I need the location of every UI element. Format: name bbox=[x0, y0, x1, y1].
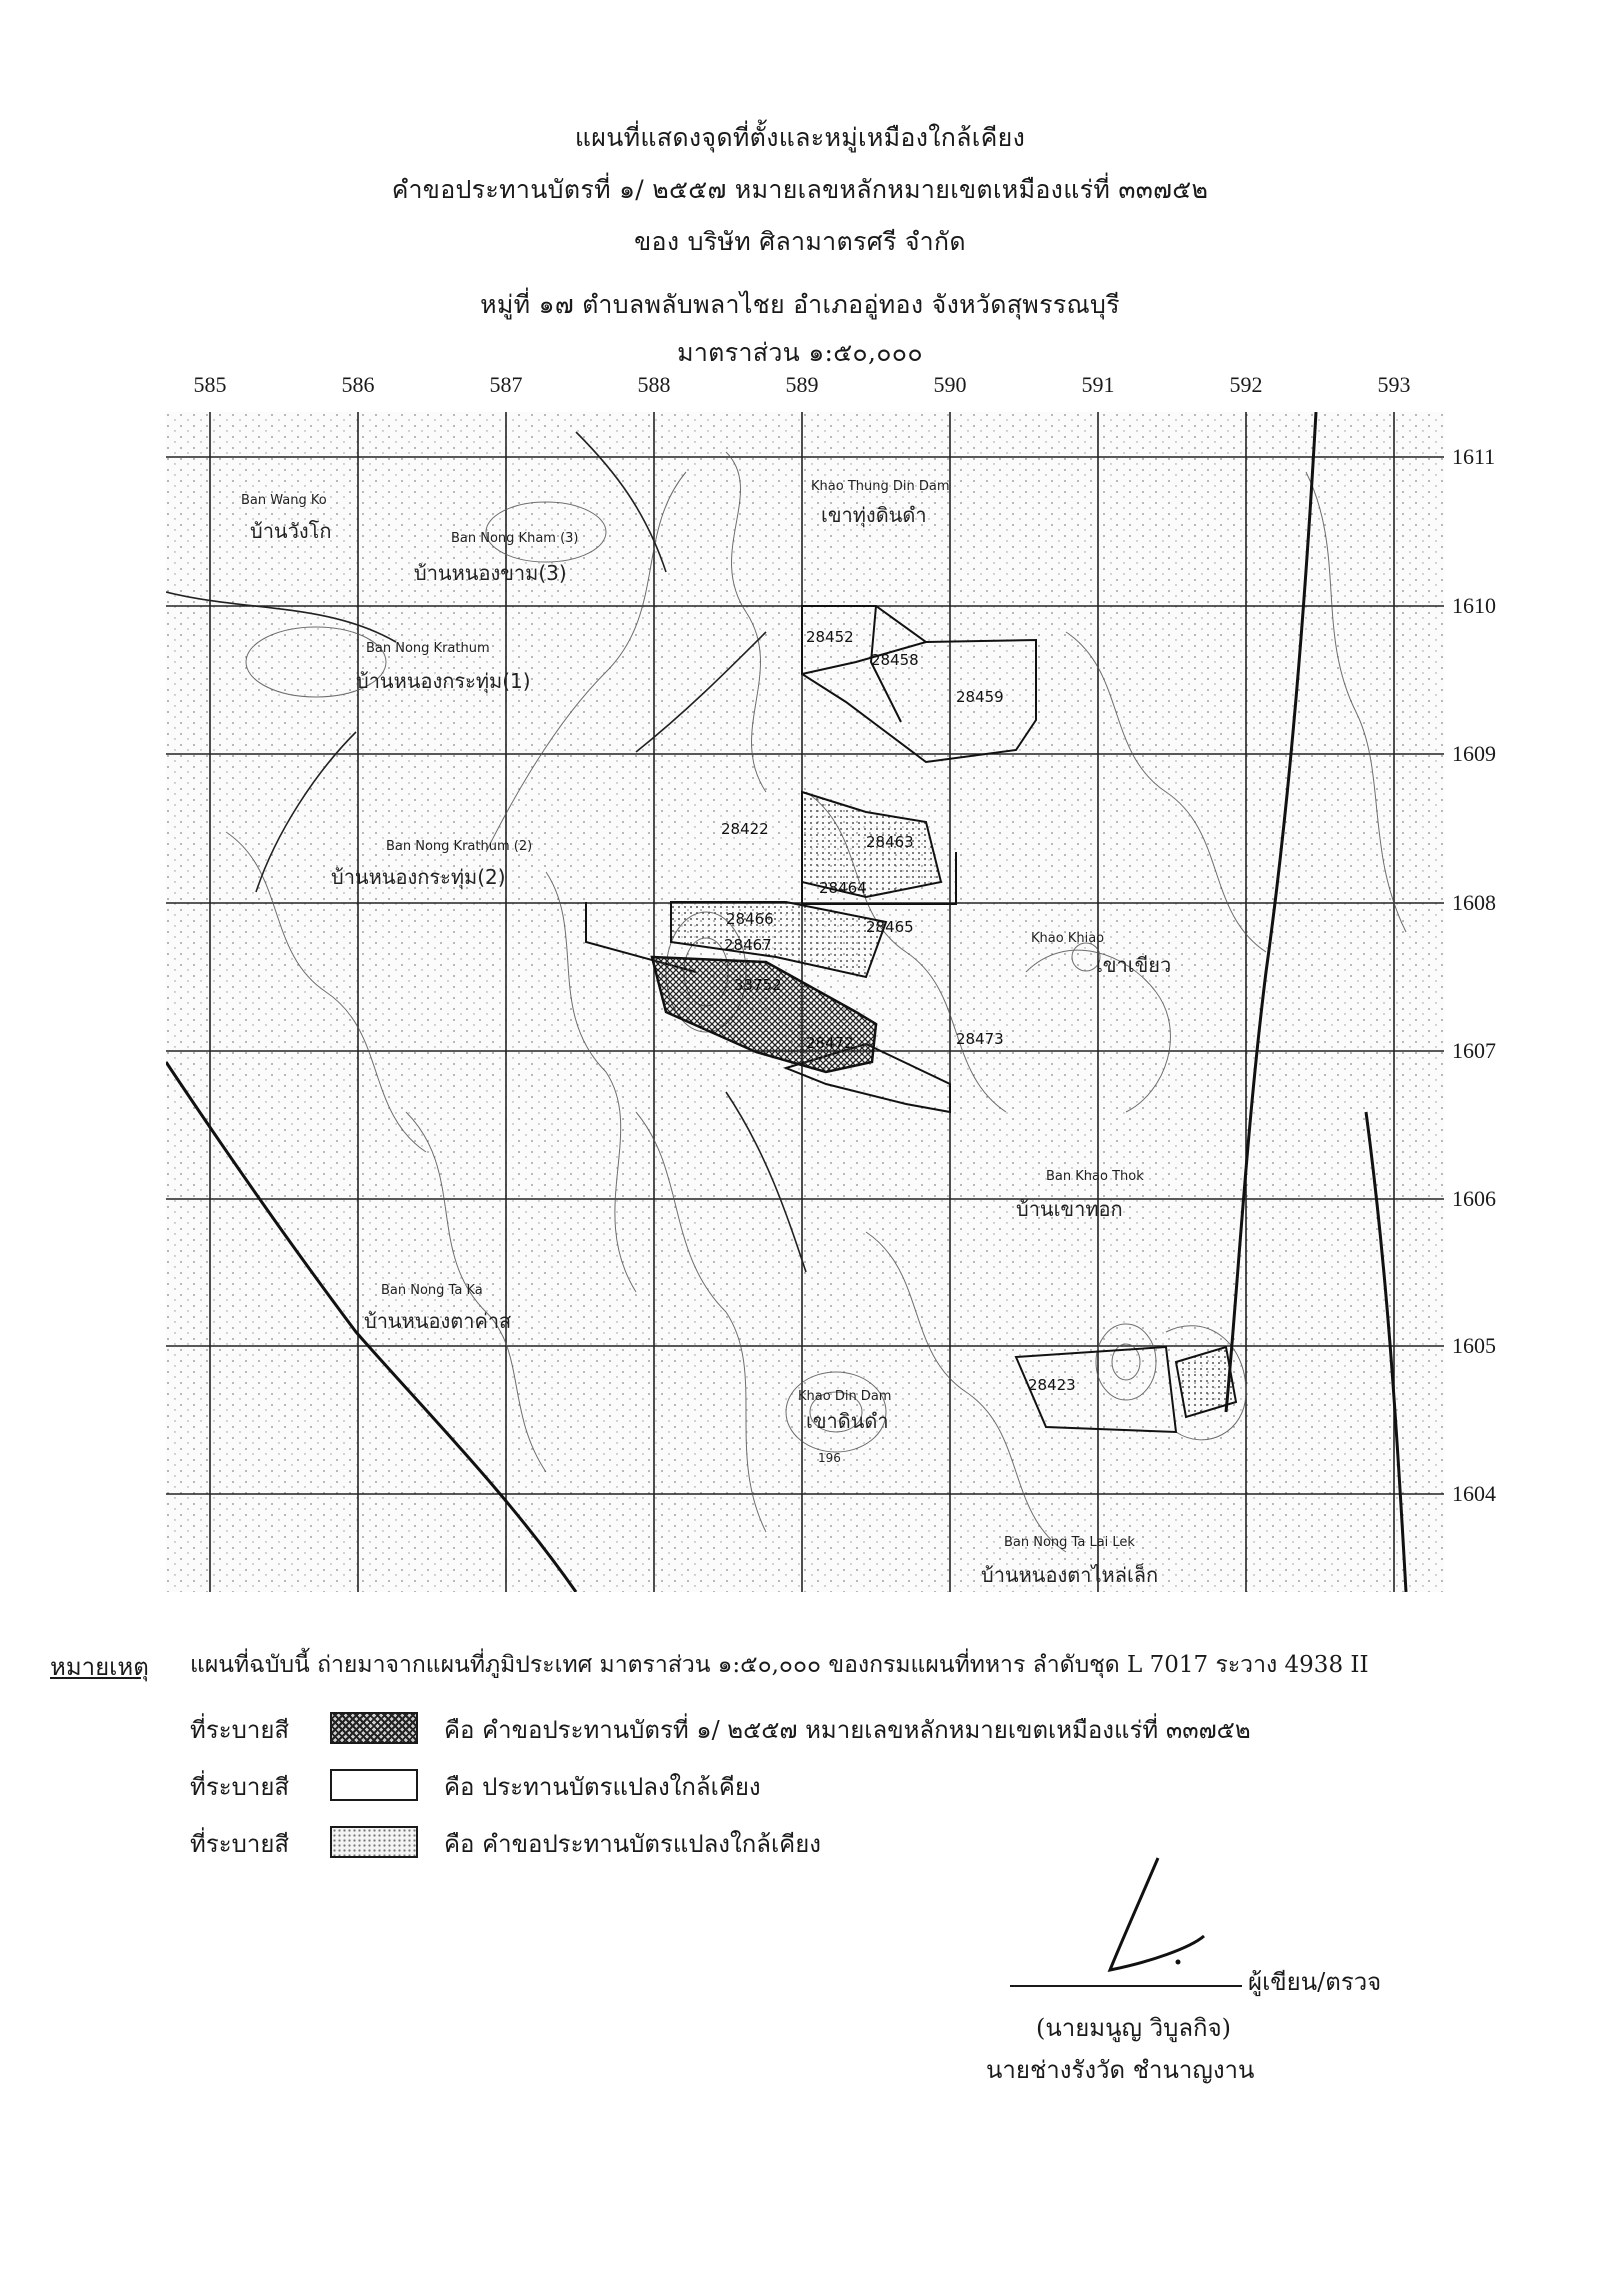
parcel-label: 28472 bbox=[806, 1034, 854, 1052]
place-thai: บ้านหนองกระทุ่ม(2) bbox=[331, 865, 506, 889]
place-roman: Khao Din Dam bbox=[798, 1389, 892, 1404]
easting-label: 588 bbox=[637, 372, 671, 397]
signer-position: นายช่างรังวัด ชำนาญงาน bbox=[986, 2056, 1255, 2084]
place-roman: Ban Nong Krathum bbox=[366, 641, 490, 656]
map-title: แผนที่แสดงจุดที่ตั้งและหมู่เหมืองใกล้เคียง bbox=[574, 123, 1026, 152]
parcel-label: 28467 bbox=[724, 936, 772, 954]
northing-label: 1604 bbox=[1452, 1481, 1496, 1506]
parcel-label: 28473 bbox=[956, 1030, 1004, 1048]
place-roman: Ban Wang Ko bbox=[241, 493, 327, 508]
company-line: ของ บริษัท ศิลามาตรศรี จำกัด bbox=[634, 227, 966, 256]
northing-label: 1610 bbox=[1452, 593, 1496, 618]
parcel-label: 28459 bbox=[956, 688, 1004, 706]
northing-label: 1609 bbox=[1452, 741, 1496, 766]
parcel-label: 28463 bbox=[866, 833, 914, 851]
parcel-label: 28422 bbox=[721, 820, 769, 838]
legend-label: ที่ระบายสี bbox=[190, 1773, 290, 1801]
signature-mark bbox=[1080, 1850, 1220, 1990]
place-thai: เขาเขียว bbox=[1096, 953, 1172, 977]
signer-role: ผู้เขียน/ตรวจ bbox=[1248, 1968, 1382, 1996]
parcel-label: 28452 bbox=[806, 628, 854, 646]
northing-label: 1605 bbox=[1452, 1333, 1496, 1358]
application-line: คำขอประทานบัตรที่ ๑/ ๒๕๕๗ หมายเลขหลักหมายเขตเหมืองแร่ที่ ๓๓๗๕๒ bbox=[391, 175, 1209, 204]
place-roman: Ban Nong Ta Lai Lek bbox=[1004, 1535, 1135, 1550]
easting-label: 593 bbox=[1377, 372, 1411, 397]
easting-label: 587 bbox=[489, 372, 523, 397]
place-thai: บ้านเขาทอก bbox=[1016, 1197, 1123, 1221]
spot-height: 196 bbox=[818, 1451, 841, 1465]
legend-desc: คือ คำขอประทานบัตรแปลงใกล้เคียง bbox=[444, 1830, 822, 1858]
parcel-label: 28423 bbox=[1028, 1376, 1076, 1394]
parcel-label: 28465 bbox=[866, 918, 914, 936]
place-thai: บ้านหนองขาม(3) bbox=[414, 561, 567, 585]
signer-name: (นายมนูญ วิบูลกิจ) bbox=[1036, 2014, 1231, 2042]
northing-label: 1606 bbox=[1452, 1186, 1496, 1211]
easting-label: 586 bbox=[341, 372, 375, 397]
easting-label: 592 bbox=[1229, 372, 1263, 397]
easting-label: 591 bbox=[1081, 372, 1115, 397]
dotted-swatch bbox=[330, 1826, 418, 1858]
legend-label: ที่ระบายสี bbox=[190, 1716, 290, 1744]
legend-heading: หมายเหตุ bbox=[50, 1653, 149, 1681]
parcel-label: 28458 bbox=[871, 651, 919, 669]
legend-label: ที่ระบายสี bbox=[190, 1830, 290, 1858]
legend-desc: คือ คำขอประทานบัตรที่ ๑/ ๒๕๕๗ หมายเลขหลักหมายเขตเหมืองแร่ที่ ๓๓๗๕๒ bbox=[444, 1716, 1251, 1744]
topographic-map bbox=[166, 412, 1444, 1592]
place-thai: เขาทุ่งดินดำ bbox=[821, 503, 927, 527]
place-roman: Ban Nong Ta Ka bbox=[381, 1283, 483, 1298]
place-thai: บ้านหนองกระทุ่ม(1) bbox=[356, 669, 531, 693]
northing-label: 1608 bbox=[1452, 890, 1496, 915]
scale-line: มาตราส่วน ๑:๕๐,๐๐๐ bbox=[677, 338, 923, 367]
legend-note: แผนที่ฉบับนี้ ถ่ายมาจากแผนที่ภูมิประเทศ มาตราส่วน ๑:๕๐,๐๐๐ ของกรมแผนที่ทหาร ลำดับชุด L 7017 ระวาง 4938 II bbox=[190, 1652, 1369, 1678]
place-roman: Ban Khao Thok bbox=[1046, 1169, 1144, 1184]
easting-label: 590 bbox=[933, 372, 967, 397]
signature-line bbox=[1010, 1985, 1242, 1987]
hatched-swatch bbox=[330, 1712, 418, 1744]
easting-label: 585 bbox=[193, 372, 227, 397]
place-thai: บ้านหนองตาค่าส bbox=[364, 1309, 512, 1333]
parcel-label: 28464 bbox=[819, 879, 867, 897]
outline-swatch bbox=[330, 1769, 418, 1801]
place-roman: Ban Nong Krathum (2) bbox=[386, 839, 533, 854]
easting-label: 589 bbox=[785, 372, 819, 397]
place-roman: Khao Thung Din Dam bbox=[811, 479, 950, 494]
legend-desc: คือ ประทานบัตรแปลงใกล้เคียง bbox=[444, 1773, 761, 1801]
parcel-label: 28466 bbox=[726, 910, 774, 928]
place-thai: บ้านวังโก bbox=[250, 519, 332, 543]
parcel-label: 33752 bbox=[734, 976, 782, 994]
place-thai: เขาดินดำ bbox=[806, 1409, 889, 1433]
northing-label: 1611 bbox=[1452, 444, 1496, 469]
place-roman: Khao Khiao bbox=[1031, 931, 1105, 946]
place-roman: Ban Nong Kham (3) bbox=[451, 531, 579, 546]
place-thai: บ้านหนองตาไหล่เล็ก bbox=[981, 1563, 1159, 1587]
northing-label: 1607 bbox=[1452, 1038, 1496, 1063]
location-line: หมู่ที่ ๑๗ ตำบลพลับพลาไชย อำเภออู่ทอง จังหวัดสุพรรณบุรี bbox=[480, 290, 1120, 319]
